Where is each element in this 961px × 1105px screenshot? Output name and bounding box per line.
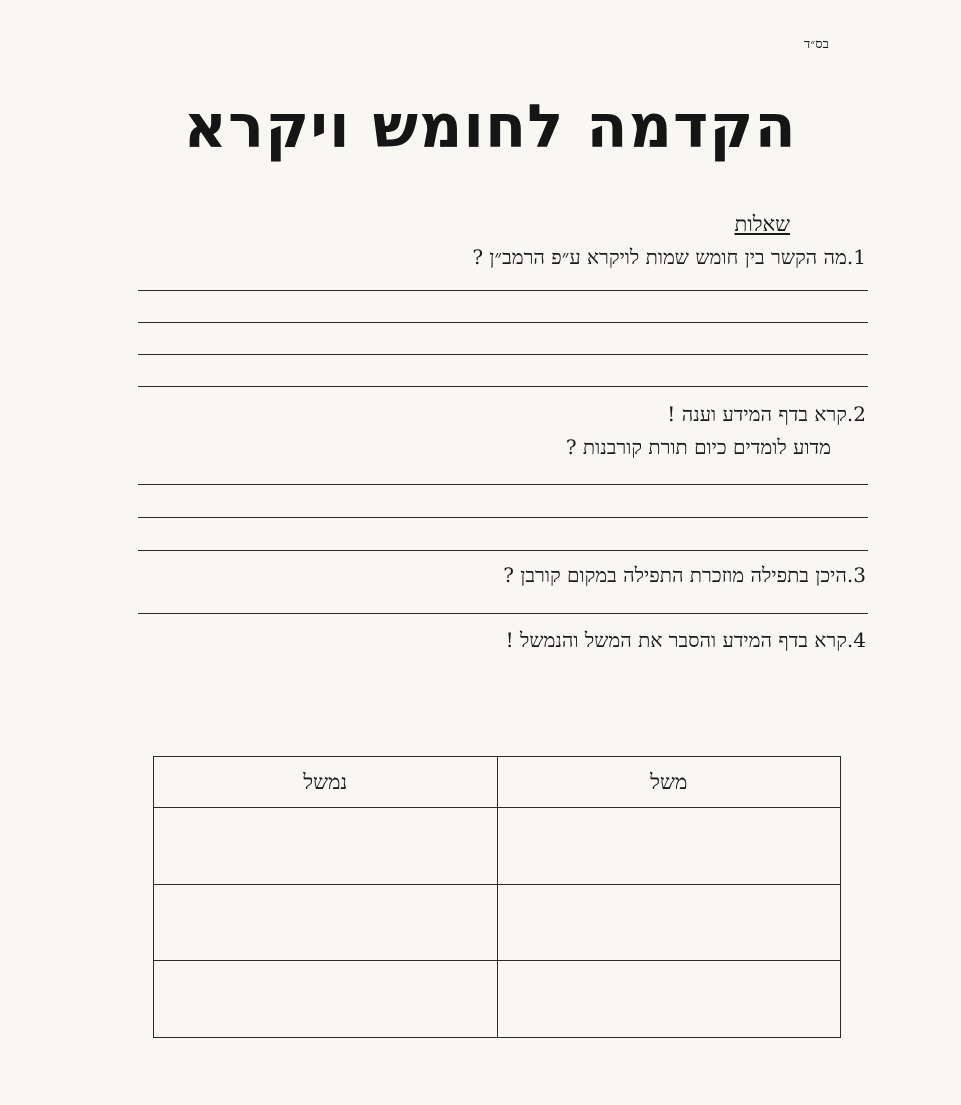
question-1: 1.מה הקשר בין חומש שמות לויקרא ע״פ הרמב״ן ? [472,245,866,269]
table-cell-nimshal[interactable] [154,961,498,1038]
header-mashal: משל [497,757,841,808]
answer-line[interactable] [138,550,868,551]
table-cell-nimshal[interactable] [154,884,498,961]
table-row [154,961,841,1038]
table-cell-nimshal[interactable] [154,808,498,885]
answer-line[interactable] [138,484,868,485]
questions-heading: שאלות [734,212,790,236]
answer-line[interactable] [138,354,868,355]
question-4: 4.קרא בדף המידע והסבר את המשל והנמשל ! [505,628,866,652]
question-3: 3.היכן בתפילה מוזכרת התפילה במקום קורבן ? [503,563,866,587]
answer-line[interactable] [138,386,868,387]
parable-table [153,756,841,1038]
answer-line[interactable] [138,290,868,291]
page-title: הקדמה לחומש ויקרא [183,92,797,162]
answer-line[interactable] [138,613,868,614]
table-header-row [154,757,841,808]
header-nimshal: נמשל [154,757,498,808]
answer-line[interactable] [138,322,868,323]
question-2: 2.קרא בדף המידע וענה ! [667,402,866,426]
table-cell-mashal[interactable] [497,808,841,885]
bsd-header: בס״ד [804,37,829,52]
table-row [154,884,841,961]
table-cell-mashal[interactable] [497,961,841,1038]
question-2-sub: מדוע לומדים כיום תורת קורבנות ? [565,435,831,459]
table-row [154,808,841,885]
answer-line[interactable] [138,517,868,518]
table-cell-mashal[interactable] [497,884,841,961]
